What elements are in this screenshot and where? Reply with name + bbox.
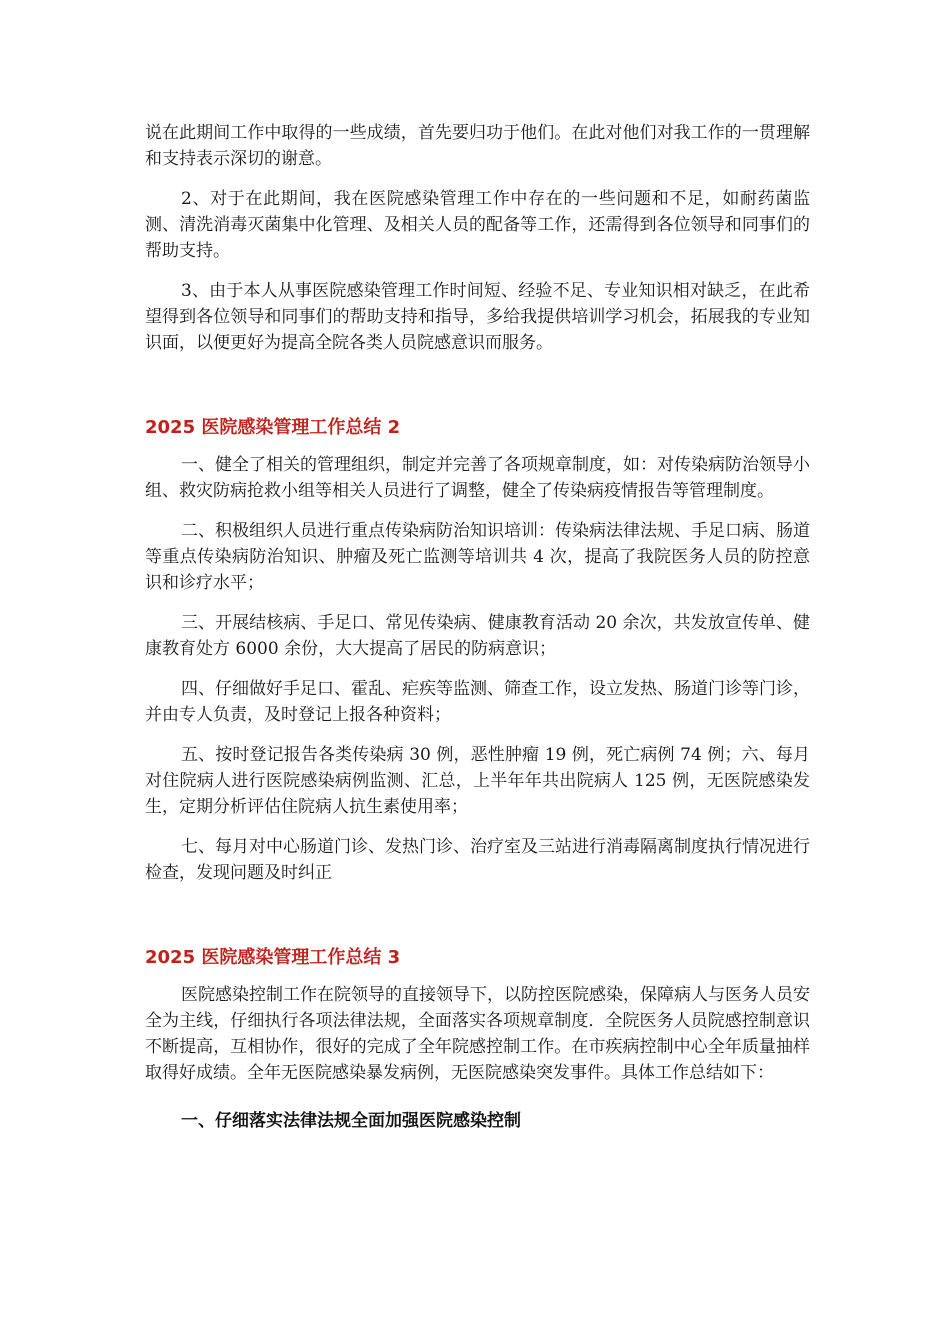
subheading: 一、仔细落实法律法规全面加强医院感染控制: [181, 1111, 521, 1131]
paragraph: 三、开展结核病、手足口、常见传染病、健康教育活动 20 余次，共发放宣传单、健康教育处方 6000 余份，大大提高了居民的防病意识；: [145, 613, 810, 659]
paragraph: 一、健全了相关的管理组织，制定并完善了各项规章制度，如：对传染病防治领导小组、救灾防病抢救小组等相关人员进行了调整，健全了传染病疫情报告等管理制度。: [145, 455, 810, 501]
paragraph: 3、由于本人从事医院感染管理工作时间短、经验不足、专业知识相对缺乏，在此希望得到各位领导和同事们的帮助支持和指导，多给我提供培训学习机会，拓展我的专业知识面，以便更好为提高全院各类人员院感意识而服务。: [145, 281, 810, 353]
paragraph: 二、积极组织人员进行重点传染病防治知识培训：传染病法律法规、手足口病、肠道等重点传染病防治知识、肿瘤及死亡监测等培训共 4 次，提高了我院医务人员的防控意识和诊疗水平；: [145, 521, 810, 593]
paragraph: 四、仔细做好手足口、霍乱、疟疾等监测、筛查工作，设立发热、肠道门诊等门诊，并由专人负责，及时登记上报各种资料；: [145, 679, 810, 725]
paragraph: 五、按时登记报告各类传染病 30 例，恶性肿瘤 19 例，死亡病例 74 例；六、每月对住院病人进行医院感染病例监测、汇总，上半年年共出院病人 125 例，无医院感染发生，定期分析评估住院病人抗生素使用率；: [145, 745, 810, 817]
paragraph: 说在此期间工作中取得的一些成绩，首先要归功于他们。在此对他们对我工作的一贯理解和支持表示深切的谢意。: [145, 123, 810, 169]
paragraph: 医院感染控制工作在院领导的直接领导下，以防控医院感染，保障病人与医务人员安全为主线，仔细执行各项法律法规，全面落实各项规章制度．全院医务人员院感控制意识不断提高，互相协作，很好的完成了全年院感控制工作。在市疾病控制中心全年质量抽样取得好成绩。全年无医院感染暴发病例，无医院感染突发事件。具体工作总结如下：: [145, 985, 810, 1083]
paragraph: 七、每月对中心肠道门诊、发热门诊、治疗室及三站进行消毒隔离制度执行情况进行检查，发现问题及时纠正: [145, 837, 810, 883]
section-heading: 2025 医院感染管理工作总结 2: [145, 417, 401, 438]
document-page: [145, 120, 810, 1134]
section-heading: 2025 医院感染管理工作总结 3: [145, 947, 401, 968]
paragraph: 2、对于在此期间，我在医院感染管理工作中存在的一些问题和不足，如耐药菌监测、清洗消毒灭菌集中化管理、及相关人员的配备等工作，还需得到各位领导和同事们的帮助支持。: [145, 189, 810, 261]
